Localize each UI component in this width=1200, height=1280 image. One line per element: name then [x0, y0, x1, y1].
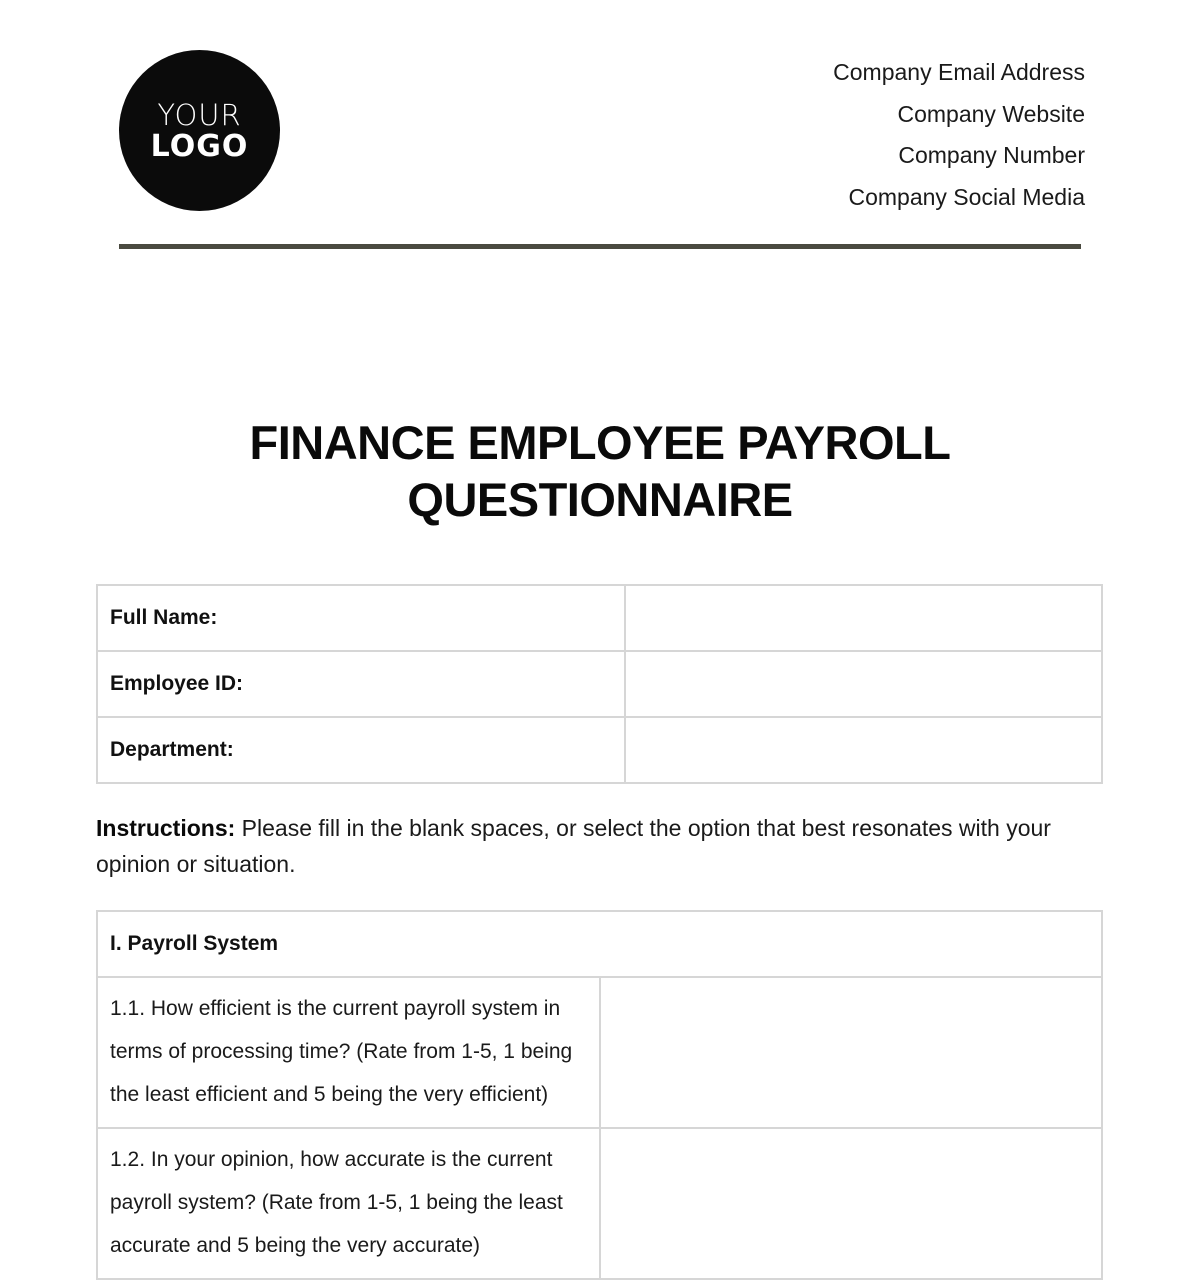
logo-line-2: LOGO	[150, 128, 249, 164]
section-header-row	[97, 911, 1102, 977]
title-line-1: FINANCE EMPLOYEE PAYROLL	[249, 416, 951, 469]
question-row	[97, 1128, 1102, 1279]
company-logo	[119, 50, 280, 211]
department-label: Department:	[97, 717, 625, 783]
instructions-paragraph	[96, 810, 1106, 882]
company-website: Company Website	[897, 100, 1085, 127]
logo-line-1: YOUR	[157, 97, 242, 132]
question-text: 1.2. In your opinion, how accurate is the current payroll system? (Rate from 1-5, 1 being the least accurate and 5 being the very accurate)	[97, 1128, 600, 1279]
table-row	[97, 717, 1102, 783]
company-social-media: Company Social Media	[848, 183, 1085, 210]
questionnaire-table	[96, 910, 1103, 1280]
question-row	[97, 977, 1102, 1128]
answer-field[interactable]	[600, 1128, 1103, 1279]
employee-info-table	[96, 584, 1103, 784]
answer-field[interactable]	[600, 977, 1103, 1128]
company-email: Company Email Address	[833, 59, 1085, 85]
company-contact-block	[833, 52, 1085, 218]
company-number: Company Number	[898, 142, 1085, 168]
instructions-label: Instructions:	[96, 815, 236, 841]
employee-id-label: Employee ID:	[97, 651, 625, 717]
question-text: 1.1. How efficient is the current payroll system in terms of processing time? (Rate from 1-5, 1 being the least efficient and 5 being the very efficient)	[97, 977, 600, 1128]
table-row	[97, 651, 1102, 717]
employee-id-field[interactable]	[625, 651, 1102, 717]
header-divider	[119, 244, 1081, 249]
title-line-2: QUESTIONNAIRE	[407, 473, 793, 526]
section-heading: I. Payroll System	[97, 911, 1102, 977]
table-row	[97, 585, 1102, 651]
department-field[interactable]	[625, 717, 1102, 783]
full-name-label: Full Name:	[97, 585, 625, 651]
full-name-field[interactable]	[625, 585, 1102, 651]
document-title	[0, 414, 1200, 528]
instructions-text: Please fill in the blank spaces, or select the option that best resonates with your opinion or situation.	[96, 815, 1051, 877]
